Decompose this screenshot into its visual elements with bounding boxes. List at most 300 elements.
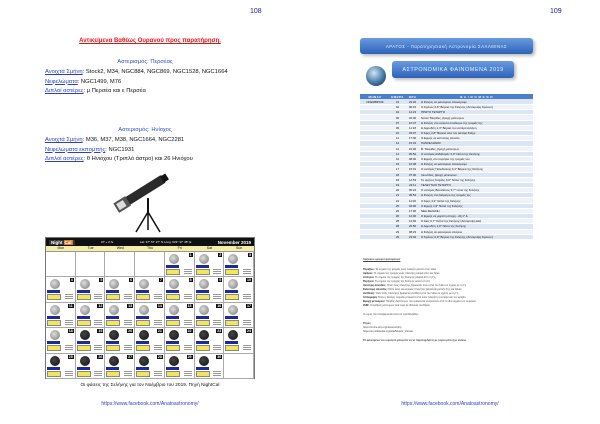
definition-term: Περιήλιο: (363, 268, 375, 271)
moonrise-bar (77, 367, 90, 370)
open-clusters-row (45, 136, 245, 146)
time-box (77, 294, 91, 300)
time-cell: 08:23 (405, 229, 420, 234)
times-text (184, 371, 192, 376)
moonrise-bar (47, 367, 60, 370)
time-box (225, 294, 239, 300)
time-box (47, 371, 61, 377)
times-text (94, 320, 102, 325)
moon-phase-icon (50, 279, 60, 289)
moonrise-bar (225, 290, 238, 293)
globe-icon (366, 66, 386, 86)
definition-term: Απόγειο: (363, 276, 375, 279)
moonrise-bar (77, 290, 90, 293)
day-number: 24 (246, 329, 251, 334)
day-number: 17 (246, 303, 251, 308)
times-text (124, 371, 132, 376)
time-cell: 23:40 (405, 99, 420, 104)
moonrise-bar (47, 290, 60, 293)
moon-phase-icon (199, 254, 209, 264)
moon-phase-icon (228, 330, 238, 340)
times-text (65, 294, 73, 299)
day-cell: 01 (390, 99, 405, 104)
moonrise-bar (196, 367, 209, 370)
moonrise-bar (47, 316, 60, 319)
calendar-day-cell (135, 303, 165, 328)
phenomenon-cell: Η Σελήνη σε φαινόμενο αποκόρυφο (420, 99, 533, 104)
source-link[interactable]: https://in-the-sky.org/newscal.php (363, 326, 402, 329)
open-clusters-value: : M36, M37, M38, NGC1664, NGC2281 (82, 136, 185, 143)
times-text (65, 345, 73, 350)
phenomenon-cell: Ο Ερμής στο περιήλιο της τροχιάς του (420, 156, 533, 161)
day-number: 30 (217, 354, 222, 359)
calendar-day-cell (76, 277, 106, 302)
definition-text: Πλήθος διαττόντων που φαίνονται να ξεκινούν από το ίδιο σημείο του ουρανού (386, 300, 476, 303)
day-number: 22 (187, 329, 192, 334)
logo-text: Night (51, 239, 63, 245)
day-name: Fri (177, 246, 182, 250)
time-box (166, 294, 180, 300)
definition-text: Όταν ένας πλανήτης βρίσκεται αντίθετα από τον Ήλιο σε σχέση με τη Γη (375, 292, 459, 295)
constellation-heading: Αστερισμός: Ηνίοχος (118, 127, 172, 133)
times-text (184, 345, 192, 350)
open-clusters-label[interactable]: Ανοιχτά Σμήνη (45, 68, 83, 75)
day-number: 21 (157, 329, 162, 334)
times-text (243, 345, 251, 350)
calendar-day-cell (135, 354, 165, 379)
day-cell: 18 (390, 177, 405, 182)
time-box (47, 294, 61, 300)
time-box (106, 294, 120, 300)
moon-phase-icon (199, 356, 209, 366)
moonrise-bar (136, 290, 149, 293)
times-text (243, 320, 251, 325)
times-text (124, 345, 132, 350)
moon-phase-icon (199, 279, 209, 289)
time-cell: 00:15 (405, 105, 420, 110)
moon-phase-calendar (45, 237, 255, 379)
nebulae-row (45, 146, 245, 156)
auriga-block (45, 126, 245, 165)
month-cell: ΝΟΕΜΒΡΙΟΣ (360, 99, 390, 104)
moonrise-bar (106, 341, 119, 344)
time-box (136, 320, 150, 326)
moon-phase-icon (169, 254, 179, 264)
calendar-day-cell (76, 328, 106, 353)
times-text (213, 371, 221, 376)
day-number: 5 (100, 278, 103, 283)
source-link[interactable]: https://en.wikipedia.org/wiki/Meteor_shower (363, 330, 414, 333)
month-cell (360, 234, 390, 239)
moonrise-bar (166, 265, 179, 268)
day-cell: 17 (390, 167, 405, 172)
moon-phase-icon (199, 305, 209, 315)
col-phenomenon: Φ Α Ι Ν Ο Μ Ε Ν Ο (420, 94, 533, 99)
times-text (94, 294, 102, 299)
time-cell: 17:06 (405, 208, 420, 213)
time-box (196, 269, 210, 275)
time-cell: 05:24 (405, 188, 420, 193)
day-number: 2 (219, 253, 222, 257)
definition-term: Ανώτερη σύνοδος: (363, 284, 387, 287)
closing-note: Τα φαινόμενα του ουρανού μπορείτε να τα παρατηρήσετε με γυμνό μάτι ή με κιάλια. (363, 339, 467, 342)
phenomenon-cell: Ο Ερμής σε μεγίστη αποχή - 20,1° Δ (420, 214, 533, 219)
day-name: Sat (206, 246, 213, 250)
phenomenon-cell: Η Σελήνη σε φαινόμενο αποκόρυφο (420, 162, 533, 167)
day-number: 1 (189, 253, 192, 257)
phenomenon-cell: ΠΡΩΤΟ ΤΕΤΑΡΤΟ (420, 110, 533, 115)
time-cell: 09:54 (405, 193, 420, 198)
day-cell: 29 (390, 229, 405, 234)
day-number: 23 (217, 329, 222, 334)
time-box (225, 345, 239, 351)
definition-text: Όταν η Σελήνη περνάει μπροστά από έναν πλανήτη ή αστέρα και τον κρύβει (378, 296, 466, 299)
empty-cell (105, 252, 135, 277)
day-number: 16 (217, 303, 222, 308)
calendar-day-cell (46, 277, 76, 302)
day-number: 26 (98, 354, 103, 359)
empty-cell (76, 252, 106, 277)
definition-text: Όταν ένας εσωτερικός πλανήτης βρίσκεται μεταξύ Γης και Ήλιου (388, 288, 462, 291)
definition-term: Αντίθεση: (363, 292, 375, 295)
moonrise-bar (166, 341, 179, 344)
phenomenon-cell: Ο Άρης 4,4° Νότια της Σελήνης (420, 198, 533, 203)
definitions-heading: Χρήσιμοι ορισμοί φαινομένων (363, 258, 401, 261)
phenomenon-cell: Η Σελήνη στο ανιόντα σύνδεσμο της τροχιάς της (420, 120, 533, 125)
time-cell: 04:00 (405, 203, 420, 208)
moonrise-bar (136, 367, 149, 370)
time-cell: 15:34 (405, 141, 420, 146)
times-text (213, 269, 221, 274)
phenomenon-cell: Η Σελήνη στο διάμετρο της τροχιάς της (420, 193, 533, 198)
time-note: Οι ώρες που αναφέρονται είναι σε ώρα Ελλάδος. (363, 313, 420, 316)
day-cell: 07 (390, 120, 405, 125)
phenomenon-cell: Η Αφροδίτη 1,4° Βόρεια του αστέρα Αντάρη (420, 125, 533, 130)
phenomenon-cell: ΤΕΛΕΥΤΑΙΟ ΤΕΤΑΡΤΟ (420, 182, 533, 187)
col-day: ΗΜΕΡΑ (391, 94, 404, 99)
day-cell: 12 (390, 141, 405, 146)
calendar-day-cell (224, 303, 254, 328)
day-number: 28 (157, 354, 162, 359)
nebulae-label[interactable]: Νεφελώματα (45, 78, 78, 85)
moon-phase-icon (139, 279, 149, 289)
time-box (47, 345, 61, 351)
footer-link[interactable]: https://www.facebook.com/Anatoastronomy/ (401, 401, 499, 407)
time-box (196, 371, 210, 377)
times-text (154, 294, 162, 299)
calendar-day-cell (76, 354, 106, 379)
time-cell: 11:18 (405, 125, 420, 130)
calendar-day-cell (46, 328, 76, 353)
phenomenon-cell: Ο αστέρας Πολυδεύκης 3,4° Βόρεια της Σελήνης (420, 167, 533, 172)
time-box (77, 345, 91, 351)
moonrise-bar (225, 341, 238, 344)
double-stars-label[interactable]: Διπλοί αστέρες (45, 156, 84, 163)
moon-phase-icon (139, 330, 149, 340)
moon-phase-icon (80, 356, 90, 366)
times-text (124, 294, 132, 299)
empty-cell (224, 354, 254, 379)
times-text (154, 371, 162, 376)
time-box (77, 371, 91, 377)
times-text (94, 345, 102, 350)
time-cell: 17:00 (405, 136, 420, 141)
times-text (94, 371, 102, 376)
sources-heading: Πηγές: (363, 322, 372, 325)
definition-term: ZHR: (363, 304, 370, 307)
calendar-header (46, 238, 254, 246)
definition-term: Κατώτερη σύνοδος: (363, 288, 388, 291)
times-text (65, 320, 73, 325)
moon-phase-icon (139, 356, 149, 366)
day-name: Mon (57, 246, 65, 250)
time-box (166, 345, 180, 351)
day-cell: 16 (390, 156, 405, 161)
day-number: 25 (68, 354, 73, 359)
nebulae-label[interactable]: Νεφελώματα εκπομπής (45, 146, 106, 153)
calendar-day-cell (224, 252, 254, 277)
day-cell: 28 (390, 219, 405, 224)
definition-text: Το σημείο της τροχιάς της Σελήνης μακριά από τη Γη (374, 276, 436, 279)
day-cell: 06 (390, 115, 405, 120)
day-cell: 19 (390, 182, 405, 187)
calendar-day-cell (46, 354, 76, 379)
day-number: 6 (130, 278, 133, 283)
times-text (124, 320, 132, 325)
moonrise-bar (196, 341, 209, 344)
day-name: Tue (87, 246, 94, 250)
times-text (184, 320, 192, 325)
time-box (166, 371, 180, 377)
page-title: Αντικείμενα Βαθέως Ουρανού προς παρατήρηση. (79, 38, 221, 44)
time-cell: 02:00 (405, 115, 420, 120)
calendar-day-cell (105, 354, 135, 379)
day-number: 4 (70, 278, 73, 283)
day-cell: 20 (390, 188, 405, 193)
moonrise-bar (77, 341, 90, 344)
day-cell: 12 (390, 146, 405, 151)
day-number: 27 (128, 354, 133, 359)
time-cell: 23:11 (405, 182, 420, 187)
time-cell: 10:48 (405, 162, 420, 167)
definition-text: Ο αριθμός μετεώρων ανά ώρα σε ιδανικές συνθήκες (369, 304, 430, 307)
logo-accent: Cal (64, 239, 72, 245)
day-cell: 24 (390, 198, 405, 203)
time-cell: 10:37 (405, 120, 420, 125)
moonrise-bar (166, 316, 179, 319)
phenomenon-cell: Ο Κρόνος 0,6° Βόρεια της Σελήνης (Απόκρυψη Κρόνου) (420, 105, 533, 110)
time-box (196, 345, 210, 351)
day-number: 11 (68, 303, 73, 308)
calendar-caption: Οι φάσεις της Σελήνης για τον Νοέμβριο του 2019. Πηγή NightCal (80, 383, 220, 388)
nebulae-value: : NGC1499, M76 (77, 78, 122, 85)
time-box (225, 320, 239, 326)
times-text (243, 294, 251, 299)
day-name: Sun (236, 246, 243, 250)
phenomenon-cell: Λεοντίδες, βροχή μετεώρων (420, 172, 533, 177)
moon-phase-icon (109, 305, 119, 315)
day-number: 18 (68, 329, 73, 334)
phenomenon-cell: Ο Άρης 2,8° Βόρεια από τον αστέρα Στάχυ (420, 131, 533, 136)
day-cell: 09 (390, 125, 405, 130)
page-number: 109 (550, 8, 562, 15)
footer-link[interactable]: https://www.facebook.com/Anatoastronomy/ (101, 401, 199, 407)
phenomenon-cell: Η Σελήνη σε φαινόμενο απόγειο (420, 229, 533, 234)
day-cell: 18 (390, 172, 405, 177)
times-text (154, 320, 162, 325)
phenomenon-cell: Η Αφροδίτη 1,9° Νότια της Σελήνης (420, 224, 533, 229)
time-cell: 12:00 (405, 219, 420, 224)
calendar-day-cell (46, 303, 76, 328)
calendar-day-cell (76, 303, 106, 328)
moon-phase-icon (109, 279, 119, 289)
time-cell: 12:23 (405, 110, 420, 115)
time-box (166, 320, 180, 326)
moonrise-bar (106, 316, 119, 319)
definitions-section (363, 258, 597, 343)
col-time: ΩΡΑ (405, 94, 420, 99)
day-number: 13 (128, 303, 133, 308)
phenomenon-cell: ΠΑΝΣΕΛΗΝΟΣ (420, 141, 533, 146)
times-text (184, 269, 192, 274)
times-text (65, 371, 73, 376)
perseus-block (45, 58, 245, 97)
moonrise-bar (166, 367, 179, 370)
moon-phase-icon (80, 279, 90, 289)
definition-term: Αφήλιο: (363, 272, 373, 275)
table-row (360, 234, 533, 239)
phenomenon-cell: Ο Δίας 0,7° Νότια της Σελήνης (Απόκρυψη Δία) (420, 219, 533, 224)
moon-phase-icon (228, 305, 238, 315)
time-box (196, 320, 210, 326)
definition-text: Το σημείο της τροχιάς της Σελήνης κοντά στη Γη (374, 280, 431, 283)
col-month: ΜΗΝΑΣ (360, 94, 390, 99)
moon-phase-icon (80, 330, 90, 340)
empty-cell (135, 252, 165, 277)
empty-cell (46, 252, 76, 277)
day-name: Wed (116, 246, 124, 250)
phenomenon-cell: Ο Κρόνος 0,9° Βόρεια της Σελήνης (Απόκρυψη Κρόνου) (420, 234, 533, 239)
day-cell: 10 (390, 131, 405, 136)
day-number: 10 (246, 278, 251, 283)
time-box (196, 294, 210, 300)
times-text (154, 345, 162, 350)
day-number: 12 (98, 303, 103, 308)
moonrise-bar (225, 265, 238, 268)
calendar-month: November 2019 (217, 239, 251, 245)
day-number: 3 (248, 253, 251, 257)
time-box (106, 345, 120, 351)
calendar-day-cell (195, 328, 225, 353)
time-box (136, 371, 150, 377)
moonrise-bar (106, 290, 119, 293)
double-stars-label[interactable]: Διπλοί αστέρες (45, 88, 84, 95)
definition-term: Περίγειο: (363, 280, 375, 283)
day-number: 20 (128, 329, 133, 334)
nebulae-row (45, 78, 245, 88)
day-cell: 02 (390, 105, 405, 110)
day-cell: 26 (390, 214, 405, 219)
calendar-grid (46, 252, 254, 379)
moonrise-bar (77, 316, 90, 319)
times-text (184, 294, 192, 299)
day-cell: 16 (390, 162, 405, 167)
day-number: 14 (157, 303, 162, 308)
lat-long: Lat: 37° 57' 27" N Long: 023° 37' 45" E (139, 240, 192, 244)
time-cell: 03:07 (405, 131, 420, 136)
moonrise-bar (196, 316, 209, 319)
time-cell: 11:02 (405, 198, 420, 203)
double-stars-value: : θ Ηνιόχου (Τριπλό άστρο) και 26 Ηνιόχου (83, 156, 193, 163)
moon-phase-icon (228, 254, 238, 264)
day-number: 9 (219, 278, 222, 283)
time-box (106, 320, 120, 326)
calendar-day-cell (195, 354, 225, 379)
times-text (213, 320, 221, 325)
times-text (243, 269, 251, 274)
timezone: UT + 2 hr (100, 240, 114, 244)
phenomena-title-banner: ΑΣΤΡΟΝΟΜΙΚΑ ΦΑΙΝΟΜΕΝΑ 2019 (392, 61, 514, 78)
open-clusters-label[interactable]: Ανοιχτά Σμήνη (45, 136, 83, 143)
moon-phase-icon (50, 356, 60, 366)
time-cell: 05:52 (405, 151, 420, 156)
moonrise-bar (166, 290, 179, 293)
day-number: 7 (159, 278, 162, 283)
calendar-day-cell (105, 303, 135, 328)
calendar-day-cell (195, 303, 225, 328)
time-box (77, 320, 91, 326)
moon-phase-icon (169, 356, 179, 366)
open-clusters-value: : Stock2, M34, NGC884, NGC869, NGC1528, NGC1664 (82, 68, 228, 75)
moonrise-bar (225, 316, 238, 319)
definition-term: Απόκρυψη: (363, 296, 378, 299)
day-cell: 28 (390, 224, 405, 229)
calendar-day-cell (195, 277, 225, 302)
time-box (106, 371, 120, 377)
moon-phase-icon (228, 279, 238, 289)
moon-phase-icon (109, 356, 119, 366)
day-cell: 04 (390, 110, 405, 115)
day-number: 15 (187, 303, 192, 308)
page-number: 108 (250, 8, 262, 15)
moonrise-bar (196, 290, 209, 293)
right-page (300, 0, 600, 424)
phenomenon-cell: Ο αστέρας Αλδεβαράν 3,0° Νότια της Σελήνης (420, 151, 533, 156)
times-text (213, 294, 221, 299)
calendar-day-cell (165, 303, 195, 328)
definition-text: Όταν ένας πλανήτης βρίσκεται πίσω από τον Ήλιο σε σχέση με τη Γη (387, 284, 467, 287)
phenomenon-cell: ΝΕΑ ΣΕΛΗΝΗ (420, 208, 533, 213)
day-number: 19 (98, 329, 103, 334)
double-stars-row (45, 155, 245, 165)
moon-phase-icon (109, 330, 119, 340)
calendar-day-cell (165, 277, 195, 302)
moonrise-bar (136, 341, 149, 344)
moonrise-bar (106, 367, 119, 370)
day-cell: 29 (390, 234, 405, 239)
phenomena-table (360, 94, 533, 240)
moon-phase-icon (169, 330, 179, 340)
time-box (166, 269, 180, 275)
phenomenon-cell: Το σμήνος Κυψέλη 0,9° Νότια της Σελήνης (420, 177, 533, 182)
open-clusters-row (45, 68, 245, 78)
day-cell: 11 (390, 136, 405, 141)
moon-phase-icon (50, 305, 60, 315)
time-cell: 22:00 (405, 146, 420, 151)
double-stars-value: : μ Περσέα και ε Περσέα (83, 88, 146, 95)
time-box (47, 320, 61, 326)
definition-text: Το σημείο της τροχιάς ενός πλανήτη κοντά στον Ήλιο (375, 268, 437, 271)
